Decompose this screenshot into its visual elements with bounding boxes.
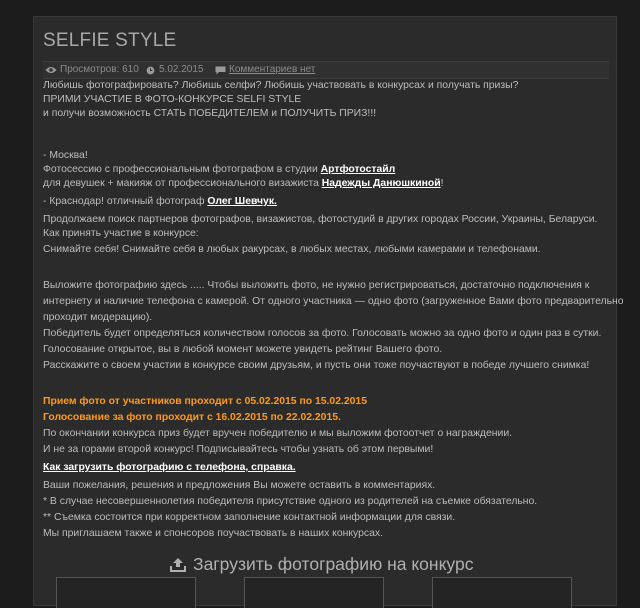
makeup-artist-link[interactable]: Надежды Данюшкиной (321, 178, 441, 189)
photo-thumbnail[interactable] (432, 577, 572, 608)
rules-line-5: Голосование открытое, вы в любой момент можете увидеть рейтинг Вашего фото. (43, 344, 443, 355)
moscow-line-1 (43, 163, 395, 177)
moscow-line-2-text: для девушек + макияж от профессионального визажиста (43, 178, 322, 189)
moscow-line-2-end: ! (440, 178, 444, 189)
rules-line-4: Победитель будет определяться количеством голосов за фото. Голосовать можно за одно фото и один раз в сутки. (43, 328, 602, 339)
partners-line[interactable]: Продолжаем поиск партнеров фотографов, визажистов, фотостудий в других городах России, Украины, Беларуси. (43, 214, 598, 225)
photo-thumbnail[interactable] (244, 577, 384, 608)
clock-icon (146, 66, 155, 75)
notes-line-3: ** Съемка состоится при корректном заполнение контактной информации для связи. (43, 512, 456, 523)
rules-line-2: интернету и наличие телефона с камерой. От одного участника — одно фото (загруженное Вами фото предварительно (43, 296, 624, 307)
intro-line-2: ПРИМИ УЧАСТИЕ В ФОТО-КОНКУРСЕ SELFI STYLE (43, 94, 302, 105)
krasnodar-line (43, 195, 277, 209)
how-line-2: Снимайте себя! Снимайте себя в любых ракурсах, в любых местах, любыми камерами и телефонами. (43, 244, 541, 255)
post-meta (43, 61, 609, 79)
views-count: Просмотров: 610 (60, 64, 139, 75)
notes-line-1: Ваши пожелания, решения и предложения Вы можете оставить в комментариях. (43, 480, 436, 491)
photographer-link[interactable]: Олег Шевчук. (207, 196, 277, 207)
post-panel (33, 16, 624, 606)
phone-upload-help-link[interactable]: Как загрузить фотографию с телефона, справка. (43, 462, 296, 473)
intro-line-1: Любишь фотографировать? Любишь селфи? Любишь участвовать в конкурсах и получать призы? (43, 80, 519, 91)
moscow-heading: - Москва! (43, 150, 88, 161)
notes-line-4: Мы приглашаем также и спонсоров поучаствовать в наших конкурсах. (43, 528, 383, 539)
post-title: SELFIE STYLE (43, 30, 177, 51)
eye-icon (45, 66, 57, 74)
post-date: 5.02.2015 (159, 64, 204, 75)
notes-line-2: * В случае несовершеннолетия победителя присутствие одного из родителей на съемке обязательно. (43, 496, 538, 507)
vote-dates: Голосование за фото проходит с 16.02.2015 по 22.02.2015. (43, 412, 341, 423)
upload-icon (169, 557, 187, 573)
moscow-line-2 (43, 177, 444, 191)
rules-line-6: Расскажите о своем участии в конкурсе своим друзьям, и пусть они тоже поучаствуют в победе лучшего снимка! (43, 360, 590, 371)
rules-line-1: Выложите фотографию здесь ..... Чтобы выложить фото, не нужно регистрироваться, достаточно подключения к (43, 280, 590, 291)
upload-photo-label: Загрузить фотографию на конкурс (193, 554, 474, 574)
photo-thumbnail[interactable] (56, 577, 196, 608)
artfotostyle-link[interactable]: Артфотостайл (320, 164, 396, 175)
intro-line-3: и получи возможность СТАТЬ ПОБЕДИТЕЛЕМ и ПОЛУЧИТЬ ПРИЗ!!! (43, 108, 377, 119)
rules-line-3: проходит модерацию). (43, 312, 153, 323)
krasnodar-text: - Краснодар! отличный фотограф (43, 196, 208, 207)
moscow-line-1-text: Фотосессию с профессиональным фотографом в студии (43, 164, 321, 175)
accept-dates: Прием фото от участников проходит с 05.02.2015 по 15.02.2015 (43, 396, 367, 407)
subscribe-line: И не за горами второй конкурс! Подписывайтесь чтобы узнать об этом первыми! (43, 444, 434, 455)
comments-link[interactable]: Комментариев нет (229, 64, 316, 75)
how-line-1: Как принять участие в конкурсе: (43, 228, 199, 239)
award-line: По окончании конкурса приз будет вручен победителю и мы выложим фотоотчет о награждении. (43, 428, 513, 439)
comment-icon (215, 66, 226, 75)
